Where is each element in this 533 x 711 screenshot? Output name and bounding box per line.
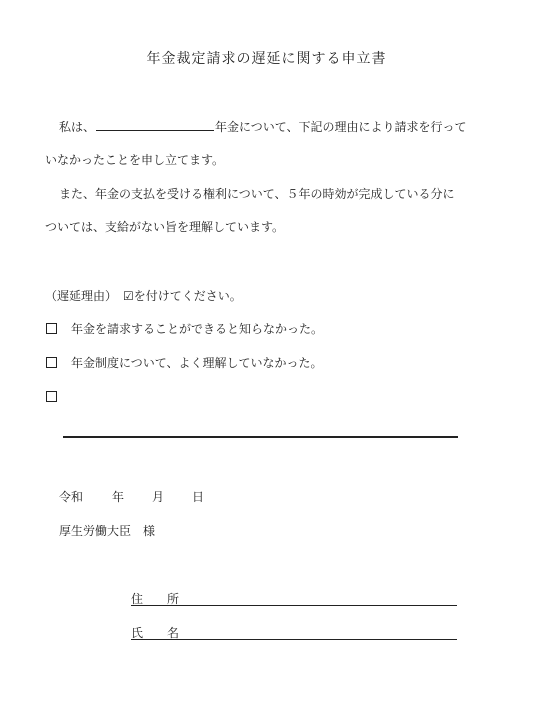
other-reason-line[interactable] bbox=[63, 436, 458, 438]
reason-option-2 bbox=[46, 354, 323, 372]
reason-option-label-2: 年金制度について、よく理解していなかった。 bbox=[71, 356, 323, 370]
statement-line-1 bbox=[59, 118, 467, 136]
prescription-line-2: ついては、支給がない旨を理解しています。 bbox=[45, 220, 285, 234]
date-year: 年 bbox=[112, 490, 125, 504]
reason-option-1 bbox=[46, 320, 323, 338]
address-field[interactable] bbox=[131, 605, 457, 606]
prescription-line-1: また、年金の支払を受ける権利について、５年の時効が完成している分に bbox=[59, 187, 455, 201]
address-label: 住 所 bbox=[131, 592, 180, 606]
date-month: 月 bbox=[152, 490, 165, 504]
reason-option-label-1: 年金を請求することができると知らなかった。 bbox=[71, 322, 324, 336]
date-day: 日 bbox=[192, 490, 205, 504]
statement-prefix: 私は、 bbox=[59, 120, 96, 134]
statement-suffix: 年金について、下記の理由により請求を行って bbox=[215, 120, 467, 134]
reason-checkbox-1[interactable] bbox=[46, 323, 57, 334]
date-line bbox=[59, 488, 204, 506]
reason-checkbox-3[interactable] bbox=[46, 391, 57, 402]
reason-option-3 bbox=[46, 388, 71, 406]
name-field[interactable] bbox=[131, 639, 457, 640]
statement-line-2: いなかったことを申し立てます。 bbox=[45, 153, 225, 167]
reason-checkbox-2[interactable] bbox=[46, 357, 57, 368]
document-title: 年金裁定請求の遅延に関する申立書 bbox=[146, 51, 387, 67]
name-label: 氏 名 bbox=[131, 626, 180, 640]
addressee: 厚生労働大臣 様 bbox=[59, 524, 156, 538]
reason-header: （遅延理由） ☑を付けてください。 bbox=[45, 289, 242, 303]
date-era: 令和 bbox=[59, 490, 84, 504]
pension-type-blank[interactable] bbox=[96, 118, 214, 131]
